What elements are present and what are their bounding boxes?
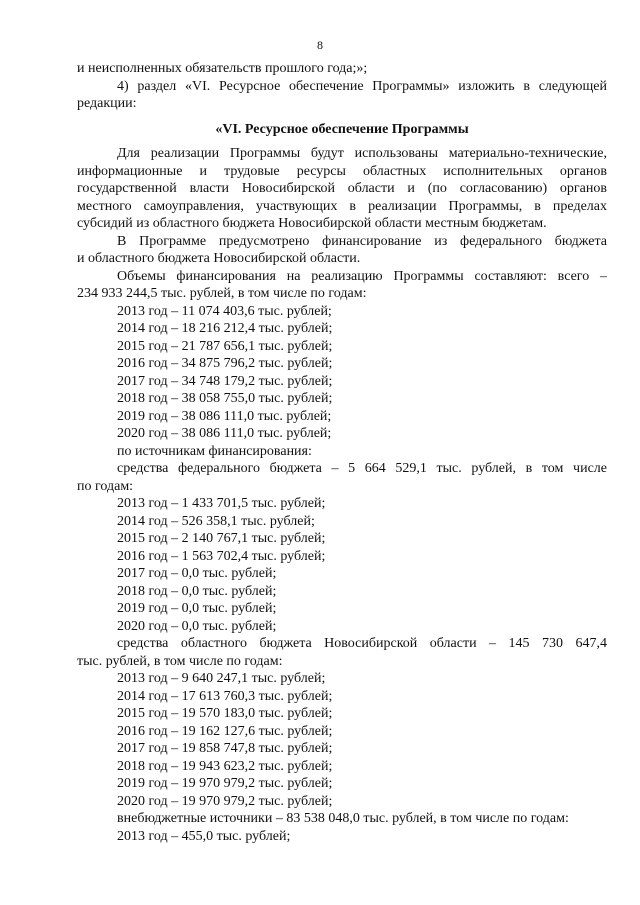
text-line: 2018 год – 0,0 тыс. рублей; — [117, 583, 277, 599]
page-content — [77, 60, 607, 845]
text-line: 2017 год – 0,0 тыс. рублей; — [117, 566, 277, 581]
text-line: 2013 год – 11 074 403,6 тыс. рублей; — [117, 303, 332, 319]
text-line: редакции: — [77, 96, 137, 111]
text-line: 234 933 244,5 тыс. рублей, в том числе по годам: — [77, 286, 367, 301]
text-line: средства областного бюджета Новосибирской области – 145 730 647,4 — [117, 636, 607, 651]
text-line: по источникам финансирования: — [117, 443, 312, 459]
text-line: информационные и трудовые ресурсы областных исполнительных органов — [77, 163, 607, 179]
text-line: 2015 год – 21 787 656,1 тыс. рублей; — [117, 338, 333, 354]
text-line: по годам: — [77, 478, 134, 494]
text-line: 2020 год – 38 086 111,0 тыс. рублей; — [117, 426, 332, 441]
text-line: 2019 год – 38 086 111,0 тыс. рублей; — [117, 408, 332, 424]
text-line: местного самоуправления, участвующих в реализации Программы, в пределах — [77, 198, 607, 214]
text-line: тыс. рублей, в том числе по годам: — [77, 653, 283, 669]
text-line: средства федерального бюджета – 5 664 529,1 тыс. рублей, в том числе — [117, 461, 607, 476]
text-line: Для реализации Программы будут использованы материально-технические, — [117, 146, 607, 161]
text-line: 2014 год – 18 216 212,4 тыс. рублей; — [117, 321, 333, 336]
text-line: 2015 год – 19 570 183,0 тыс. рублей; — [117, 706, 333, 721]
text-line: государственной власти Новосибирской области и (по согласованию) органов — [77, 181, 607, 196]
text-line: и неисполненных обязательств прошлого года;»; — [77, 61, 368, 76]
text-line: 2020 год – 0,0 тыс. рублей; — [117, 618, 277, 634]
text-line: 2016 год – 1 563 702,4 тыс. рублей; — [117, 548, 326, 564]
text-line: внебюджетные источники – 83 538 048,0 тыс. рублей, в том числе по годам: — [117, 811, 569, 826]
text-line: 2016 год – 34 875 796,2 тыс. рублей; — [117, 356, 333, 371]
text-line: 2016 год – 19 162 127,6 тыс. рублей; — [117, 723, 333, 739]
section-heading: «VI. Ресурсное обеспечение Программы — [215, 121, 469, 137]
text-line: 2017 год – 19 858 747,8 тыс. рублей; — [117, 741, 333, 756]
text-line: 2019 год – 0,0 тыс. рублей; — [117, 601, 277, 616]
text-line: 2013 год – 9 640 247,1 тыс. рублей; — [117, 671, 326, 686]
text-line: субсидий из областного бюджета Новосибирской области местным бюджетам. — [77, 216, 547, 231]
text-line: В Программе предусмотрено финансирование из федерального бюджета — [117, 233, 607, 249]
text-line: 2018 год – 19 943 623,2 тыс. рублей; — [117, 758, 333, 774]
text-line: и областного бюджета Новосибирской области. — [77, 251, 361, 266]
text-line: 2017 год – 34 748 179,2 тыс. рублей; — [117, 373, 333, 389]
text-line: 2019 год – 19 970 979,2 тыс. рублей; — [117, 776, 333, 791]
text-line: 2015 год – 2 140 767,1 тыс. рублей; — [117, 531, 326, 546]
section-body — [77, 145, 607, 845]
text-line: 2014 год – 526 358,1 тыс. рублей; — [117, 513, 315, 529]
text-line: 2014 год – 17 613 760,3 тыс. рублей; — [117, 688, 333, 704]
intro-block — [77, 60, 607, 113]
text-line: 2013 год – 455,0 тыс. рублей; — [117, 828, 291, 844]
text-line: 4) раздел «VI. Ресурсное обеспечение Программы» изложить в следующей — [117, 78, 607, 94]
text-line: 2018 год – 38 058 755,0 тыс. рублей; — [117, 391, 333, 406]
page-number: 8 — [317, 38, 323, 52]
text-line: 2020 год – 19 970 979,2 тыс. рублей; — [117, 793, 333, 809]
text-line: Объемы финансирования на реализацию Программы составляют: всего – — [117, 268, 607, 284]
text-line: 2013 год – 1 433 701,5 тыс. рублей; — [117, 496, 326, 511]
